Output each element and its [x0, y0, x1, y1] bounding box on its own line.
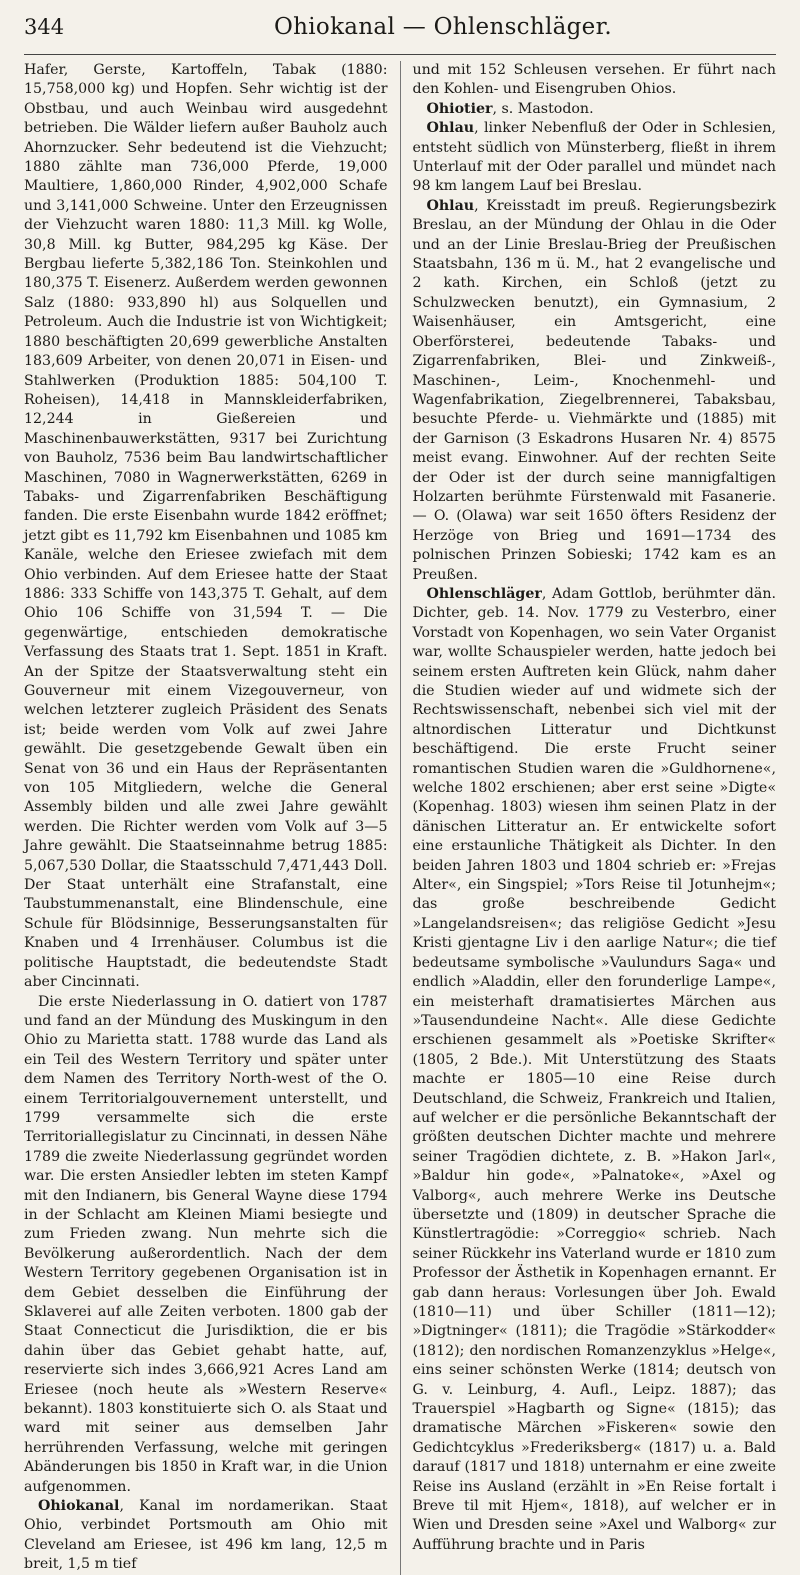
entry-headword: Ohlau: [426, 197, 475, 214]
entry-text: , linker Nebenfluß der Oder in Schlesien, entsteht südlich von Münsterberg, fließt in ihrem Unterlauf mit der Oder parallel und mündet nach 98 km langem Lauf bei Breslau.: [412, 120, 776, 195]
paragraph: Die erste Niederlassung in O. datiert von 1787 und fand an der Mündung des Muskingum in den Ohio zu Marietta statt. 1788 wurde das Land als ein Teil des Western Territory und später unter dem Namen des Territory North-west of the O. einem Territorialgouvernement unterstellt, und 1799 versammelte sich die erste Territoriallegislatur zu Cincinnati, in dessen Nähe 1789 die zweite Niederlassung gegründet worden war. Die ersten Ansiedler lebten im steten Kampf mit den Indianern, bis General Wayne diese 1794 in der Schlacht am Kleinen Miami besiegte und zum Frieden zwang. Nun mehrte sich die Bevölkerung außerordentlich. Nach der dem Western Territory gegebenen Organisation ist in dem Gebiet desselben die Einführung der Sklaverei auf alle Zeiten verboten. 1800 gab der Staat Connecticut die Jurisdiktion, die er bis dahin über das Gebiet gehabt hatte, auf, reservierte sich indes 3,666,921 Acres Land am Eriesee (noch heute als »Western Reserve« bekannt). 1803 konstituierte sich O. als Staat und ward mit seiner aus demselben Jahr herrührenden Verfassung, welche mit geringen Abänderungen bis 1850 in Kraft war, in die Union aufgenommen.: [24, 993, 388, 1495]
page-header: [24, 14, 776, 55]
page-number: 344: [24, 15, 65, 39]
entry-text: , Kanal im nordamerikan. Staat Ohio, verbindet Portsmouth am Ohio mit Cleveland am Eriesee, ist 496 km lang, 12,5 m breit, 1,5 m tief: [24, 1498, 388, 1573]
entry-ohiotier: [413, 100, 777, 119]
paragraph: und mit 152 Schleusen versehen. Er führt nach den Kohlen- und Eisengruben Ohios.: [412, 62, 776, 98]
running-title: Ohiokanal — Ohlenschläger.: [274, 14, 612, 40]
entry-headword: Ohiotier: [426, 100, 493, 117]
entry-headword: Ohlau: [426, 120, 475, 137]
entry-text: , Kreisstadt im preuß. Regierungsbezirk Breslau, an der Mündung der Ohlau in die Oder und an der Linie Breslau-Brieg der Preußischen Staatsbahn, 136 m ü. M., hat 2 evangelische und 2 kath. Kirchen, ein Schloß (jetzt zu Schulzwecken benutzt), ein Gymnasium, 2 Waisenhäuser, ein Amtsgericht, eine Oberförsterei, bedeutende Tabaks- und Zigarrenfabriken, Blei- und Zinkweiß-, Maschinen-, Leim-, Knochenmehl- und Wagenfabrikation, Ziegelbrennerei, Tabaksbau, besuchte Pferde- u. Viehmärkte und (1885) mit der Garnison (3 Eskadrons Husaren Nr. 4) 8575 meist evang. Einwohner. Auf der rechten Seite der Oder ist der durch seine mannigfaltigen Holzarten berühmte Fürstenwald mit Fasanerie. — O. (Olawa) war seit 1650 öfters Residenz der Herzöge von Brieg und 1691—1734 des polnischen Prinzen Sobieski; 1742 kam es an Preußen.: [412, 197, 776, 583]
left-column: [24, 61, 400, 1575]
text-columns: [24, 61, 776, 1575]
entry-ohiokanal: [24, 1497, 388, 1575]
entry-ohlenschlaeger: [413, 585, 777, 1555]
entry-text: , Adam Gottlob, berühmter dän. Dichter, geb. 14. Nov. 1779 zu Vesterbro, einer Vorstadt von Kopenhagen, wo sein Vater Organist war, wollte Schauspieler werden, hatte jedoch bei seinem ersten Auftreten kein Glück, nahm daher die Studien wieder auf und widmete sich der Rechtswissenschaft, nebenbei sich viel mit der altnordischen Litteratur und Dichtkunst beschäftigend. Die erste Frucht seiner romantischen Studien waren die »Guldhornene«, welche 1802 erschienen; aber erst seine »Digte« (Kopenhag. 1803) wiesen ihm seinen Platz in der dänischen Litteratur an. Er entwickelte sofort eine erstaunliche Thätigkeit als Dichter. In den beiden Jahren 1803 und 1804 schrieb er: »Frejas Alter«, ein Singspiel; »Tors Reise til Jotunhejm«; das große beschreibende Gedicht »Langelandsreisen«; das religiöse Gedicht »Jesu Kristi gjentagne Liv i den aarlige Natur«; die tief bedeutsame symbolische »Vaulundurs Saga« und endlich »Aladdin, eller den forunderlige Lampe«, ein meisterhaft dramatisiertes Märchen aus »Tausendundeine Nacht«. Alle diese Gedichte erschienen gesammelt als »Poetiske Skrifter« (1805, 2 Bde.). Mit Unterstützung des Staats machte er 1805—10 eine Reise durch Deutschland, die Schweiz, Frankreich und Italien, auf welcher er die persönliche Bekanntschaft der größten deutschen Dichter machte und mehrere seiner Tragödien dichtete, z. B. »Hakon Jarl«, »Baldur hin gode«, »Palnatoke«, »Axel og Valborg«, auch mehrere Werke ins Deutsche übersetzte und (1809) in deutscher Sprache die Künstlertragödie: »Correggio« schrieb. Nach seiner Rückkehr ins Vaterland wurde er 1810 zum Professor der Ästhetik in Kopenhagen ernannt. Er gab dann heraus: Vorlesungen über Joh. Ewald (1810—11) und über Schiller (1811—12); »Digtninger« (1811); die Tragödie »Stärkodder« (1812); den nordischen Romanzenzyklus »Helge«, eins seiner schönsten Werke (1814; deutsch von G. v. Leinburg, 4. Aufl., Leipz. 1887); das Trauerspiel »Hagbarth og Signe« (1815); das dramatische Märchen »Fiskeren« sowie den Gedichtcyklus »Frederiksberg« (1817) u. a. Bald darauf (1817 und 1818) unternahm er eine zweite Reise ins Ausland (erzählt in »En Reise fortalt i Breve til mit Hjem«, 1818), auf welcher er in Wien und Dresden seine »Axel und Walborg« zur Aufführung brachte und in Paris: [412, 585, 776, 1553]
paragraph: Hafer, Gerste, Kartoffeln, Tabak (1880: 15,758,000 kg) und Hopfen. Sehr wichtig ist der Obstbau, und auch Weinbau wird ausgedehnt betrieben. Die Wälder liefern außer Bauholz auch Ahornzucker. Sehr bedeutend ist die Viehzucht; 1880 zählte man 736,000 Pferde, 19,000 Maultiere, 1,860,000 Rinder, 4,902,000 Schafe und 3,141,000 Schweine. Unter den Erzeugnissen der Viehzucht waren 1880: 11,3 Mill. kg Wolle, 30,8 Mill. kg Butter, 984,295 kg Käse. Der Bergbau lieferte 5,382,186 Ton. Steinkohlen und 180,375 T. Eisenerz. Außerdem werden gewonnen Salz (1880: 933,890 hl) aus Solquellen und Petroleum. Auch die Industrie ist von Wichtigkeit; 1880 beschäftigten 20,699 gewerbliche Anstalten 183,609 Arbeiter, von denen 20,071 in Eisen- und Stahlwerken (Produktion 1885: 504,100 T. Roheisen), 14,418 in Mannskleiderfabriken, 12,244 in Gießereien und Maschinenbauwerkstätten, 9317 bei Zurichtung von Bauholz, 7536 beim Bau landwirtschaftlicher Maschinen, 7080 in Wagnerwerkstätten, 6269 in Tabaks- und Zigarrenfabriken Beschäftigung fanden. Die erste Eisenbahn wurde 1842 eröffnet; jetzt gibt es 11,792 km Eisenbahnen und 1085 km Kanäle, welche den Eriesee zwiefach mit dem Ohio verbinden. Auf dem Eriesee hatte der Staat 1886: 333 Schiffe von 143,375 T. Gehalt, auf dem Ohio 106 Schiffe von 31,594 T. — Die gegenwärtige, entschieden demokratische Verfassung des Staats trat 1. Sept. 1851 in Kraft. An der Spitze der Staatsverwaltung steht ein Gouverneur mit einem Vizegouverneur, von welchen letzterer zugleich Präsident des Senats ist; beide werden vom Volk auf zwei Jahre gewählt. Die gesetzgebende Gewalt üben ein Senat von 36 und ein Haus der Repräsentanten von 105 Mitgliedern, welche die General Assembly bilden und alle zwei Jahre gewählt werden. Die Richter werden vom Volk auf 3—5 Jahre gewählt. Die Staatseinnahme betrug 1885: 5,067,530 Dollar, die Staatsschuld 7,471,443 Doll. Der Staat unterhält eine Strafanstalt, eine Taubstummenanstalt, eine Blindenschule, eine Schule für Blödsinnige, Besserungsanstalten für Knaben und 4 Irrenhäuser. Columbus ist die politische Hauptstadt, die bedeutendste Stadt aber Cincinnati.: [24, 62, 388, 991]
entry-headword: Ohiokanal: [38, 1498, 120, 1515]
entry-text: , s. Mastodon.: [492, 100, 594, 117]
right-column: [400, 61, 777, 1575]
entry-headword: Ohlenschläger: [426, 585, 542, 602]
entry-ohlau-river: [413, 119, 777, 197]
entry-ohlau-town: [413, 197, 777, 585]
